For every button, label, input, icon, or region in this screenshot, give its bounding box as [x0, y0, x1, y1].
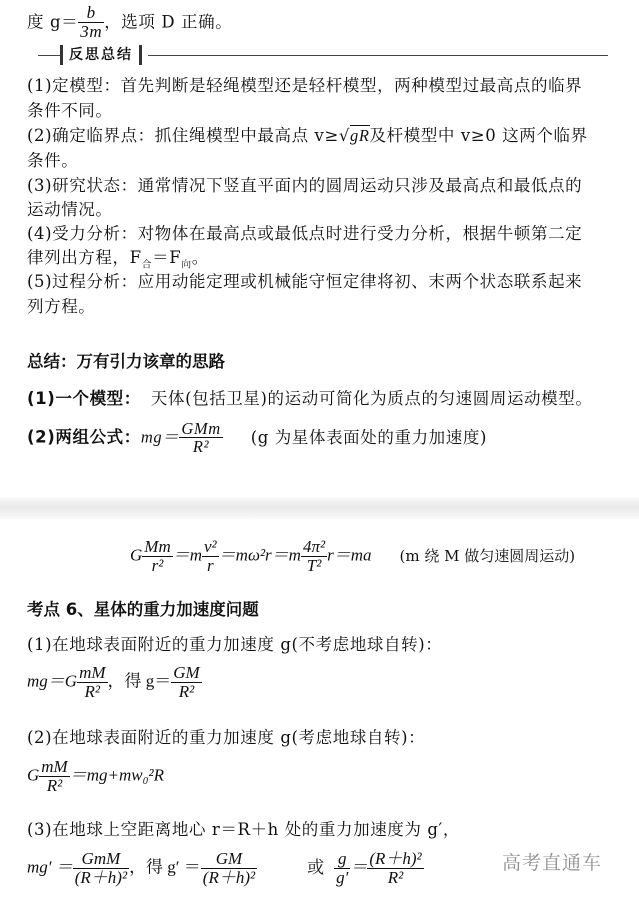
kaodian-title: 考点 6、星体的重力加速度问题: [27, 600, 259, 619]
reflect-3b: 运动情况。: [27, 200, 113, 219]
reflect-4b: 律列出方程，$F_合=F_向$。: [27, 248, 209, 271]
page-separator: [0, 497, 639, 519]
watermark: 高考直通车: [502, 852, 603, 874]
reflect-1b: 条件不同。: [27, 101, 113, 120]
sqrt-sign-icon: √: [338, 126, 350, 145]
intro-line: 度 g＝ $\frac{b}{3m}$ ，选项 D 正确。: [27, 3, 233, 41]
reflect-header: 反思总结: [60, 45, 142, 65]
kaodian-e1: mg＝G $\frac{mM}{\text{R²}}$ ，得 g＝ $\frac{GM}{\text{R²}}$: [27, 663, 200, 701]
reflect-5b: 列方程。: [27, 297, 96, 316]
fraction-gmm-r2: $\frac{\text{GMm}}{\text{R²}}$: [181, 419, 221, 457]
header-rule-left: [38, 55, 60, 56]
reflect-3a: (3)研究状态：通常情况下竖直平面内的圆周运动只涉及最高点和最低点的: [27, 176, 583, 195]
gravitation-formula: G $\frac{Mm}{\text{r²}}$ ＝m $\frac{\text{v²}}{r}$ ＝mω²r＝m $\frac{\text{4π²}}{\text{T²}}$ r＝ma (m 绕 M 做匀速圆周运动): [130, 537, 576, 575]
kaodian-e3: mg′ ＝ $\frac{\text{GmM}}{\text{(R＋h)²}}$ ，得 g′ ＝ $\frac{GM}{\text{(R＋h)²}}$ 或 $\frac{g}{g'}$ ＝ $\frac{\text{(R＋h)²}}{\text{R²}}$: [27, 849, 422, 887]
kaodian-s2: (2)在地球表面附近的重力加速度 g(考虑地球自转)：: [27, 728, 426, 747]
summary-model: (1)一个模型： 天体(包括卫星)的运动可简化为质点的匀速圆周运动模型。: [27, 389, 593, 408]
summary-formula: (2)两组公式：mg＝ $\frac{\text{GMm}}{\text{R²}}$ (g 为星体表面处的重力加速度): [27, 419, 488, 457]
summary-title: 总结：万有引力该章的思路: [27, 352, 225, 371]
reflect-5a: (5)过程分析：应用动能定理或机械能守恒定律将初、末两个状态联系起来: [27, 272, 583, 291]
reflect-4a: (4)受力分析：对物体在最高点或最低点时进行受力分析，根据牛顿第二定: [27, 224, 583, 243]
header-rule-right: [148, 55, 608, 56]
kaodian-s3: (3)在地球上空距离地心 r＝R＋h 处的重力加速度为 g′，: [27, 820, 460, 839]
reflect-2b: 条件。: [27, 151, 79, 170]
kaodian-e2: G $\frac{mM}{\text{R²}}$ ＝mg+mw₀²R: [27, 757, 164, 795]
fraction-b-3m: $\frac{b}{3m}$: [80, 3, 103, 41]
reflect-2a: (2)确定临界点：抓住绳模型中最高点 v≥√gR及杆模型中 v≥0 这两个临界: [27, 126, 588, 145]
kaodian-s1: (1)在地球表面附近的重力加速度 g(不考虑地球自转)：: [27, 635, 443, 654]
reflect-1a: (1)定模型：首先判断是轻绳模型还是轻杆模型，两种模型过最高点的临界: [27, 76, 583, 95]
